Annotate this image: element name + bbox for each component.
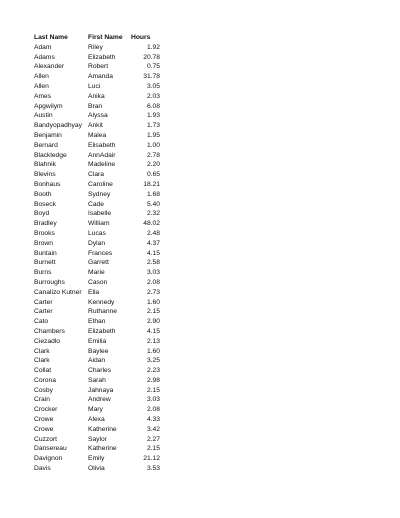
first-name-cell: Cason xyxy=(88,278,108,286)
first-name-cell: Alyssa xyxy=(88,112,108,120)
hours-cell: 1.00 xyxy=(146,141,160,149)
last-name-cell: Ciezadlo xyxy=(34,337,61,345)
first-name-cell: Elisabeth xyxy=(88,141,116,149)
last-name-cell: Collat xyxy=(34,367,52,375)
last-name-cell: Buntain xyxy=(34,249,57,257)
first-name-cell: Elizabeth xyxy=(88,53,116,61)
last-name-cell: Brown xyxy=(34,239,53,247)
table-row xyxy=(33,43,163,53)
table-row xyxy=(33,376,163,386)
table-row xyxy=(33,366,163,376)
hours-cell: 1.73 xyxy=(146,122,160,130)
table-row xyxy=(33,180,163,190)
last-name-cell: Chambers xyxy=(34,327,65,335)
table-row xyxy=(33,111,163,121)
table-row xyxy=(33,219,163,229)
hours-cell: 2.48 xyxy=(146,229,160,237)
table-row xyxy=(33,405,163,415)
hours-cell: 0.65 xyxy=(146,171,160,179)
last-name-cell: Adam xyxy=(34,43,52,51)
hours-cell: 6.08 xyxy=(146,102,160,110)
last-name-cell: Allen xyxy=(34,82,49,90)
hours-cell: 4.37 xyxy=(146,239,160,247)
table-row xyxy=(33,170,163,180)
first-name-cell: Anika xyxy=(88,92,105,100)
first-name-cell: Charles xyxy=(88,367,112,375)
last-name-cell: Adams xyxy=(34,53,55,61)
hours-table xyxy=(33,33,163,474)
first-name-cell: Cade xyxy=(88,200,104,208)
hours-cell: 2.20 xyxy=(146,161,160,169)
hours-cell: 18.21 xyxy=(143,180,160,188)
first-name-cell: Frances xyxy=(88,249,113,257)
first-name-cell: Katherine xyxy=(88,445,117,453)
first-name-cell: Baylee xyxy=(88,347,109,355)
last-name-cell: Crain xyxy=(34,396,50,404)
first-name-cell: Mary xyxy=(88,406,103,414)
first-name-cell: Alexa xyxy=(88,416,105,424)
table-row xyxy=(33,444,163,454)
last-name-cell: Blahnik xyxy=(34,161,56,169)
hours-cell: 20.78 xyxy=(143,53,160,61)
first-name-cell: Bran xyxy=(88,102,103,110)
hours-cell: 4.33 xyxy=(146,416,160,424)
hours-cell: 2.32 xyxy=(146,210,160,218)
table-row xyxy=(33,425,163,435)
hours-cell: 2.03 xyxy=(146,92,160,100)
first-name-cell: Garrett xyxy=(88,259,109,267)
hours-cell: 3.03 xyxy=(146,269,160,277)
last-name-cell: Blevins xyxy=(34,171,56,179)
last-name-cell: Benjamin xyxy=(34,131,62,139)
table-row xyxy=(33,347,163,357)
hours-cell: 1.60 xyxy=(146,298,160,306)
table-row xyxy=(33,190,163,200)
last-name-cell: Carter xyxy=(34,308,53,316)
last-name-cell: Davis xyxy=(34,465,51,473)
table-body xyxy=(33,43,163,474)
table-row xyxy=(33,141,163,151)
first-name-cell: Emily xyxy=(88,455,105,463)
table-row xyxy=(33,298,163,308)
first-name-cell: Sydney xyxy=(88,190,111,198)
hours-cell: 3.25 xyxy=(146,357,160,365)
first-name-cell: Sarah xyxy=(88,376,106,384)
first-name-cell: Dylan xyxy=(88,239,106,247)
last-name-cell: Bandyopadhyay xyxy=(34,122,82,130)
last-name-cell: Allen xyxy=(34,73,49,81)
first-name-cell: Amanda xyxy=(88,73,113,81)
last-name-cell: Brooks xyxy=(34,229,55,237)
table-row xyxy=(33,386,163,396)
first-name-cell: Ella xyxy=(88,288,100,296)
first-name-cell: Ruthanne xyxy=(88,308,118,316)
last-name-cell: Davignon xyxy=(34,455,63,463)
hours-cell: 2.90 xyxy=(146,318,160,326)
first-name-cell: Clara xyxy=(88,171,104,179)
last-name-cell: Burnett xyxy=(34,259,56,267)
hours-cell: 4.15 xyxy=(146,249,160,257)
hours-cell: 3.53 xyxy=(146,465,160,473)
table-row xyxy=(33,151,163,161)
hours-cell: 2.23 xyxy=(146,367,160,375)
first-name-cell: Isabelle xyxy=(88,210,112,218)
hours-cell: 2.08 xyxy=(146,406,160,414)
table-row xyxy=(33,395,163,405)
table-row xyxy=(33,435,163,445)
hours-cell: 2.13 xyxy=(146,337,160,345)
hours-cell: 1.95 xyxy=(146,131,160,139)
last-name-cell: Bonhaus xyxy=(34,180,61,188)
hours-cell: 1.68 xyxy=(146,190,160,198)
hours-header: Hours xyxy=(131,34,151,41)
last-name-cell: Booth xyxy=(34,190,52,198)
first-name-cell: AnnAdair xyxy=(88,151,116,159)
hours-cell: 2.08 xyxy=(146,278,160,286)
hours-cell: 1.92 xyxy=(146,43,160,51)
last-name-cell: Cato xyxy=(34,318,49,326)
table-row xyxy=(33,327,163,337)
last-name-cell: Ames xyxy=(34,92,52,100)
table-row xyxy=(33,160,163,170)
first-name-cell: Kennedy xyxy=(88,298,115,306)
last-name-cell: Crowe xyxy=(34,416,54,424)
table-row xyxy=(33,72,163,82)
table-row xyxy=(33,268,163,278)
first-name-cell: Olivia xyxy=(88,465,105,473)
first-name-cell: Riley xyxy=(88,43,103,51)
table-row xyxy=(33,258,163,268)
table-row xyxy=(33,464,163,474)
hours-cell: 2.58 xyxy=(146,259,160,267)
hours-cell: 21.12 xyxy=(143,455,160,463)
last-name-cell: Burroughs xyxy=(34,278,65,286)
last-name-cell: Canalizo Kutner xyxy=(34,288,82,296)
hours-cell: 1.60 xyxy=(146,347,160,355)
hours-cell: 5.40 xyxy=(146,200,160,208)
table-row xyxy=(33,229,163,239)
last-name-cell: Boseck xyxy=(34,200,56,208)
hours-cell: 48.02 xyxy=(143,220,160,228)
last-name-cell: Alexander xyxy=(34,63,65,71)
hours-cell: 4.15 xyxy=(146,327,160,335)
table-row xyxy=(33,415,163,425)
first-name-cell: Elizabeth xyxy=(88,327,116,335)
hours-cell: 1.93 xyxy=(146,112,160,120)
first-name-cell: Malea xyxy=(88,131,107,139)
first-name-cell: Madeline xyxy=(88,161,116,169)
first-name-cell: Robert xyxy=(88,63,109,71)
last-name-cell: Cosby xyxy=(34,386,53,394)
first-name-cell: Ankit xyxy=(88,122,103,130)
hours-cell: 31.78 xyxy=(143,73,160,81)
hours-cell: 2.15 xyxy=(146,386,160,394)
last-name-header: Last Name xyxy=(34,34,68,41)
hours-cell: 0.75 xyxy=(146,63,160,71)
first-name-cell: Emilia xyxy=(88,337,107,345)
table-row xyxy=(33,92,163,102)
first-name-cell: Ethan xyxy=(88,318,106,326)
hours-cell: 2.73 xyxy=(146,288,160,296)
last-name-cell: Blackledge xyxy=(34,151,67,159)
first-name-cell: Marie xyxy=(88,269,105,277)
hours-cell: 2.27 xyxy=(146,435,160,443)
table-row xyxy=(33,102,163,112)
table-row xyxy=(33,454,163,464)
last-name-cell: Bradley xyxy=(34,220,57,228)
first-name-header: First Name xyxy=(88,34,123,41)
last-name-cell: Corona xyxy=(34,376,56,384)
last-name-cell: Crocker xyxy=(34,406,58,414)
hours-cell: 3.03 xyxy=(146,396,160,404)
table-row xyxy=(33,121,163,131)
last-name-cell: Crowe xyxy=(34,425,54,433)
hours-cell: 2.78 xyxy=(146,151,160,159)
table-row xyxy=(33,356,163,366)
first-name-cell: Caroline xyxy=(88,180,113,188)
table-row xyxy=(33,131,163,141)
hours-spreadsheet xyxy=(33,33,163,474)
first-name-cell: Luci xyxy=(88,82,101,90)
last-name-cell: Boyd xyxy=(34,210,50,218)
hours-cell: 3.42 xyxy=(146,425,160,433)
first-name-cell: Jahnaya xyxy=(88,386,114,394)
table-row xyxy=(33,288,163,298)
last-name-cell: Burns xyxy=(34,269,52,277)
last-name-cell: Bernard xyxy=(34,141,58,149)
table-row xyxy=(33,62,163,72)
hours-cell: 3.05 xyxy=(146,82,160,90)
last-name-cell: Apgwilym xyxy=(34,102,63,110)
last-name-cell: Cuzzort xyxy=(34,435,58,443)
table-row xyxy=(33,307,163,317)
first-name-cell: Andrew xyxy=(88,396,111,404)
table-row xyxy=(33,209,163,219)
hours-cell: 2.98 xyxy=(146,376,160,384)
header-row xyxy=(33,33,163,43)
table-row xyxy=(33,53,163,63)
first-name-cell: Saylor xyxy=(88,435,107,443)
first-name-cell: Lucas xyxy=(88,229,106,237)
hours-cell: 2.15 xyxy=(146,445,160,453)
first-name-cell: Aidan xyxy=(88,357,106,365)
table-row xyxy=(33,82,163,92)
table-row xyxy=(33,239,163,249)
table-row xyxy=(33,278,163,288)
last-name-cell: Carter xyxy=(34,298,53,306)
last-name-cell: Clark xyxy=(34,347,50,355)
table-row xyxy=(33,249,163,259)
last-name-cell: Dansereau xyxy=(34,445,67,453)
table-row xyxy=(33,200,163,210)
first-name-cell: Katherine xyxy=(88,425,117,433)
last-name-cell: Austin xyxy=(34,112,53,120)
hours-cell: 2.15 xyxy=(146,308,160,316)
first-name-cell: William xyxy=(88,220,110,228)
table-row xyxy=(33,337,163,347)
table-row xyxy=(33,317,163,327)
last-name-cell: Clark xyxy=(34,357,50,365)
